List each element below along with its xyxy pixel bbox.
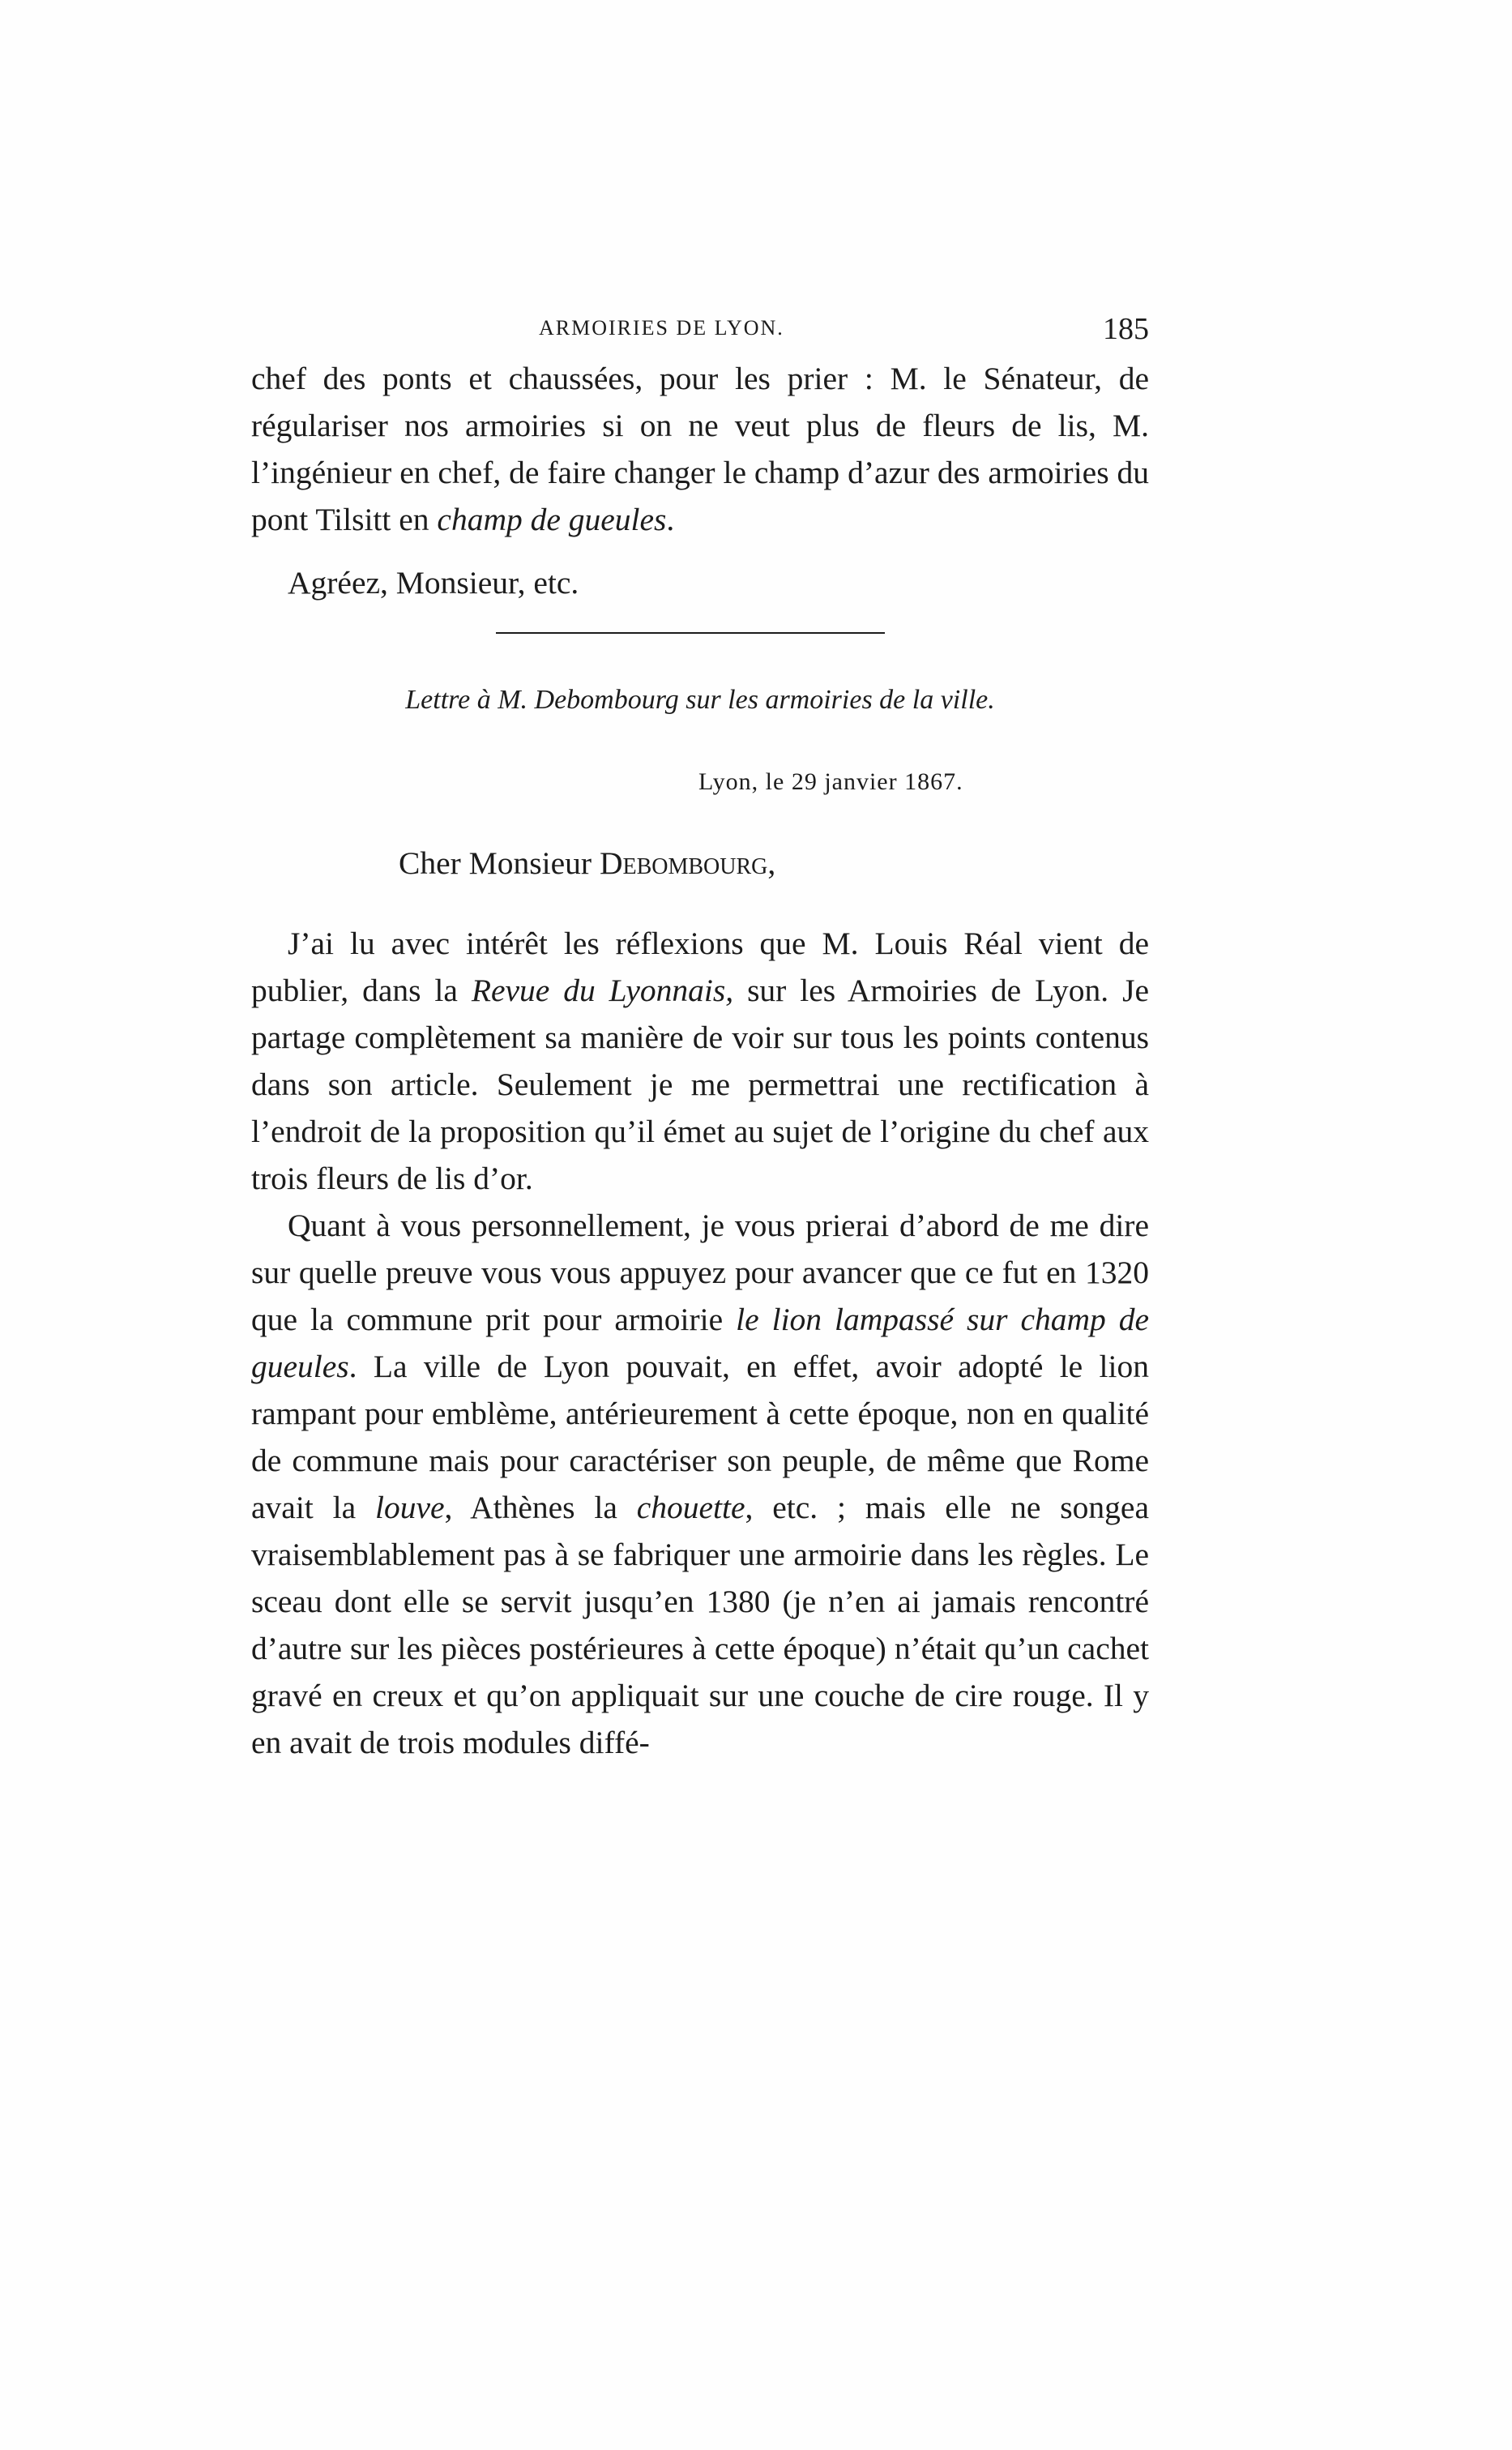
- body-paragraph: [251, 1202, 1149, 1766]
- body-paragraph: [251, 920, 1149, 1202]
- letter-closing: Agréez, Monsieur, etc.: [288, 565, 579, 601]
- paragraph-text: , Athènes la: [444, 1490, 637, 1525]
- running-title: ARMOIRIES DE LYON.: [539, 316, 784, 340]
- salutation-name: Debombourg: [599, 845, 768, 881]
- italic-phrase: champ de gueules: [437, 502, 667, 537]
- letter-dateline: Lyon, le 29 janvier 1867.: [698, 768, 963, 795]
- opening-text-block: [251, 355, 1149, 543]
- paragraph-text: . La ville de Lyon pouvait, en effet, avoir adopté le lion rampant pour emblème, antérieurement à cette époque, non en qualité de commune mais pour caractériser son peuple, de même que Rome avait la: [251, 1349, 1149, 1525]
- paragraph-text: Quant à vous personnellement, je vous prierai d’abord de me dire sur quelle preuve vous vous appuyez pour avancer que ce fut en 1320 que la commune prit pour armoirie: [251, 1208, 1149, 1337]
- salutation-suffix: ,: [767, 845, 776, 881]
- italic-phrase: le lion lampassé sur champ de gueules: [251, 1302, 1149, 1384]
- section-divider: [496, 632, 885, 634]
- italic-phrase: chouette: [636, 1490, 745, 1525]
- letter-heading: Lettre à M. Debombourg sur les armoiries de la ville.: [405, 685, 995, 715]
- paragraph-text: sur les Armoiries de Lyon. Je partage complètement sa manière de voir sur tous les points contenus dans son article. Seulement je me permettrai une rectification à l’endroit de la proposition qu’il émet au sujet de l’origine du chef aux trois fleurs de lis d’or.: [251, 973, 1149, 1196]
- italic-phrase: Revue du Lyonnais,: [471, 973, 734, 1008]
- italic-phrase: louve: [374, 1490, 445, 1525]
- paragraph-text: .: [666, 502, 675, 537]
- salutation-prefix: Cher Monsieur: [399, 845, 600, 881]
- paragraph-text: , etc. ; mais elle ne songea vraisemblablement pas à se fabriquer une armoirie dans les règles. Le sceau dont elle se servit jusqu’en 1380 (je n’en ai jamais rencontré d’autre sur les pièces postérieures à cette époque) n’était qu’un cachet gravé en creux et qu’on appliquait sur une couche de cire rouge. Il y en avait de trois modules diffé-: [251, 1490, 1149, 1760]
- letter-salutation: [399, 844, 775, 882]
- paragraph-text: J’ai lu avec intérêt les réflexions que M. Louis Réal vient de publier, dans la: [251, 926, 1149, 1008]
- letter-body: [251, 920, 1149, 1766]
- page-number: 185: [1103, 312, 1149, 346]
- page-header: [251, 312, 1149, 348]
- paragraph-text: chef des ponts et chaussées, pour les prier : M. le Sénateur, de régulariser nos armoiries si on ne veut plus de fleurs de lis, M. l’ingénieur en chef, de faire changer le champ d’azur des armoiries du pont Tilsitt en: [251, 361, 1149, 537]
- continuation-paragraph: [251, 355, 1149, 543]
